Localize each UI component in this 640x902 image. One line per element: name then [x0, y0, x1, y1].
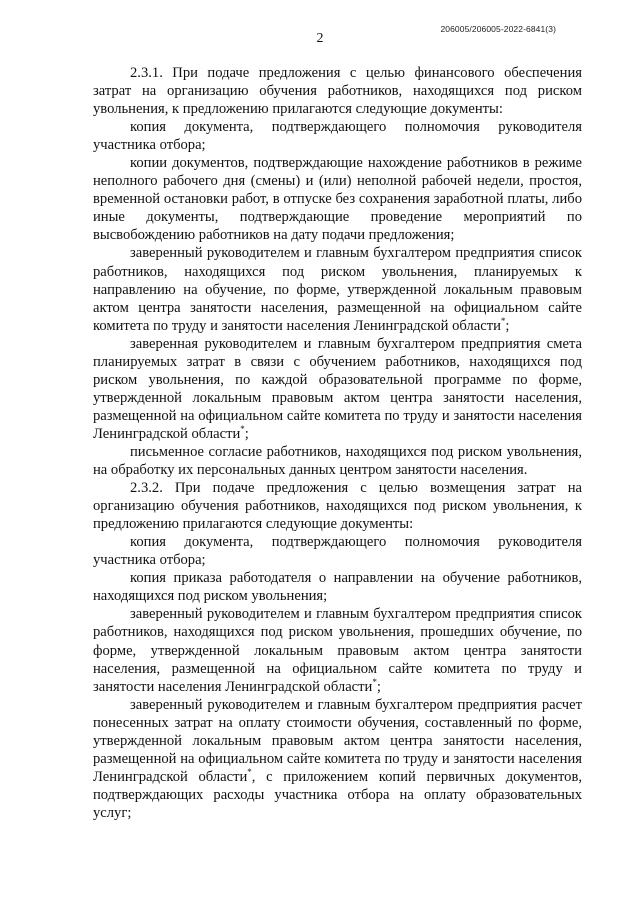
list-item-text: письменное согласие работников, находящихся под риском увольнения, на обработку их персональных данных центром занятости населения.: [93, 443, 582, 479]
list-item-text: копия приказа работодателя о направлении на обучение работников, находящихся под риском увольнения;: [93, 570, 582, 605]
section-2-3-1-intro: 2.3.1. При подаче предложения с целью финансового обеспечения затрат на организацию обучения работников, находящихся под риском увольнения, к предложению прилагаются следующие документы:: [93, 65, 582, 118]
footnote-mark: *: [372, 676, 377, 687]
list-item: [93, 533, 582, 569]
list-item-text: заверенный руководителем и главным бухгалтером предприятия список работников, находящихся под риском увольнения, планируемых к направлению на обучение, по форме, утвержденной локальным правовым актом центра занятости населения, размещенной на официальном сайте комитета по труду и занятости населения Ленинградской области: [93, 245, 582, 334]
list-item-tail: ;: [505, 317, 510, 334]
list-item-text: заверенный руководителем и главным бухгалтером предприятия расчет понесенных затрат на оплату стоимости обучения, составленный по форме, утвержденной локальным правовым актом центра занятости населения, размещенной на официальном сайте комитета по труду и занятости населения Ленинградской области: [93, 696, 582, 785]
list-item: [93, 443, 582, 479]
document-body: [93, 64, 582, 822]
list-item-text: заверенная руководителем и главным бухгалтером предприятия смета планируемых затрат в связи с обучением работников, находящихся под риском увольнения, по каждой образовательной программе по форме, утвержденной локальным правовым актом центра занятости населения, размещенной на официальном сайте комитета по труду и занятости населения Ленинградской области: [93, 335, 582, 442]
list-item-text: заверенный руководителем и главным бухгалтером предприятия список работников, находящихся под риском увольнения, прошедших обучение, по форме, утвержденной локальным правовым актом центра занятости населения, размещенной на официальном сайте комитета по труду и занятости населения Ленинградской области: [93, 606, 582, 695]
list-item-tail: , с приложением копий первичных документов, подтверждающих расходы участника отбора на оплату образовательных услуг;: [93, 768, 582, 821]
footnote-mark: *: [247, 766, 252, 777]
document-id: 206005/206005-2022-6841(3): [440, 24, 556, 34]
list-item-tail: ;: [244, 425, 249, 442]
list-item: [93, 244, 582, 334]
footnote-mark: *: [240, 423, 245, 434]
footnote-mark: *: [500, 315, 506, 326]
list-item: [93, 569, 582, 605]
list-item-text: копии документов, подтверждающие нахождение работников в режиме неполного рабочего дня (смены) и (или) неполной рабочей недели, простоя, временной остановки работ, в отпуске без сохранения заработной платы, либо иные документы, подтверждающие проведение мероприятий по высвобождению работников на дату подачи предложения;: [93, 155, 582, 244]
list-item-text: копия документа, подтверждающего полномочия руководителя участника отбора;: [93, 119, 582, 154]
section-2-3-2-intro: 2.3.2. При подаче предложения с целью возмещения затрат на организацию обучения работников, находящихся под риском увольнения, к предложению прилагаются следующие документы:: [93, 480, 582, 533]
list-item-tail: ;: [376, 678, 381, 695]
list-item: [93, 696, 582, 822]
list-item: [93, 118, 582, 154]
page-number: 2: [316, 31, 324, 46]
list-item-text: копия документа, подтверждающего полномочия руководителя участника отбора;: [93, 534, 582, 569]
list-item: [93, 335, 582, 443]
list-item: [93, 154, 582, 244]
list-item: [93, 605, 582, 695]
